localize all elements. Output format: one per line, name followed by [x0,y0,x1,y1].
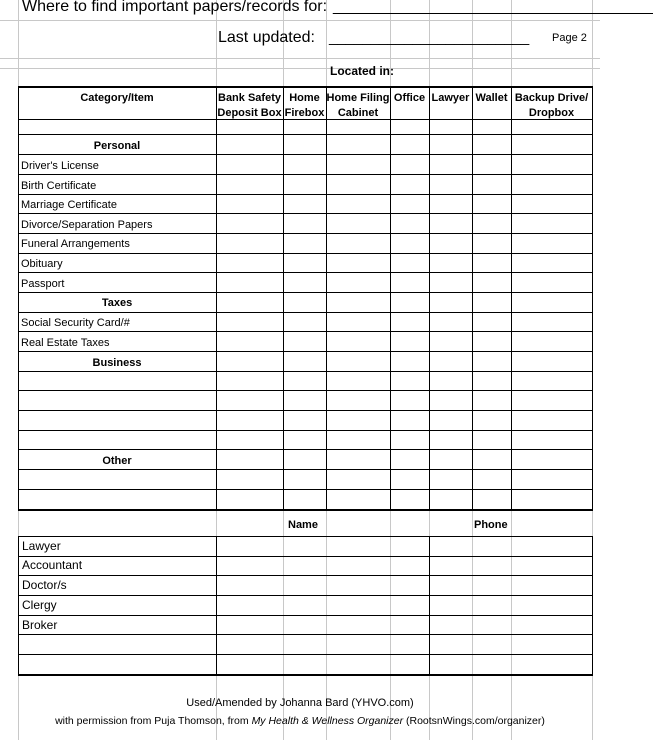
form-title: Where to find important papers/records for: [22,0,328,15]
contact-doctor: Doctor/s [22,578,67,592]
col-backup-line2: Dropbox [528,107,575,119]
section-personal: Personal [93,140,141,152]
contact-accountant: Accountant [22,558,83,572]
last-updated-blank[interactable]: ________________________ [329,29,530,46]
col-home-line1: Home [289,92,320,104]
col-backup-line1: Backup Drive/ [514,92,589,104]
last-updated-label: Last updated: [218,29,315,46]
col-office: Office [393,92,426,104]
col-lawyer: Lawyer [431,92,470,104]
col-filing-line1: Home Filing [326,92,390,104]
contact-clergy: Clergy [22,598,57,612]
item-obituary: Obituary [21,258,63,270]
contact-broker: Broker [22,618,58,632]
footer-credit: Used/Amended by Johanna Bard (YHVO.com) [186,697,414,709]
section-taxes: Taxes [101,297,133,309]
col-category: Category/Item [80,92,154,104]
footer-permission: with permission from Puja Thomson, from My Health & Wellness Organizer (RootsnWings.com/organizer) [55,715,545,727]
item-funeral-arrangements: Funeral Arrangements [21,238,130,250]
item-drivers-license: Driver's License [21,160,99,172]
col-bank-line1: Bank Safety [218,92,281,104]
section-other: Other [102,455,132,467]
col-filing-line2: Cabinet [337,107,379,119]
item-birth-certificate: Birth Certificate [21,180,97,192]
contact-lawyer: Lawyer [22,539,61,553]
section-business: Business [92,357,142,369]
col-bank-line2: Deposit Box [217,107,282,119]
footer-book-title: My Health & Wellness Organizer [251,715,404,727]
item-divorce-papers: Divorce/Separation Papers [21,219,153,231]
name-blank[interactable]: ____________________________________ [333,0,653,15]
col-home-line2: Firebox [284,107,325,119]
contacts-name-header: Name [288,519,318,531]
item-social-security: Social Security Card/# [21,317,130,329]
item-real-estate-taxes: Real Estate Taxes [21,337,110,349]
item-passport: Passport [21,278,65,290]
page-number: Page 2 [552,32,587,44]
col-wallet: Wallet [475,92,508,104]
located-in-label: Located in: [330,64,395,78]
item-marriage-certificate: Marriage Certificate [21,199,117,211]
contacts-phone-header: Phone [474,519,508,531]
